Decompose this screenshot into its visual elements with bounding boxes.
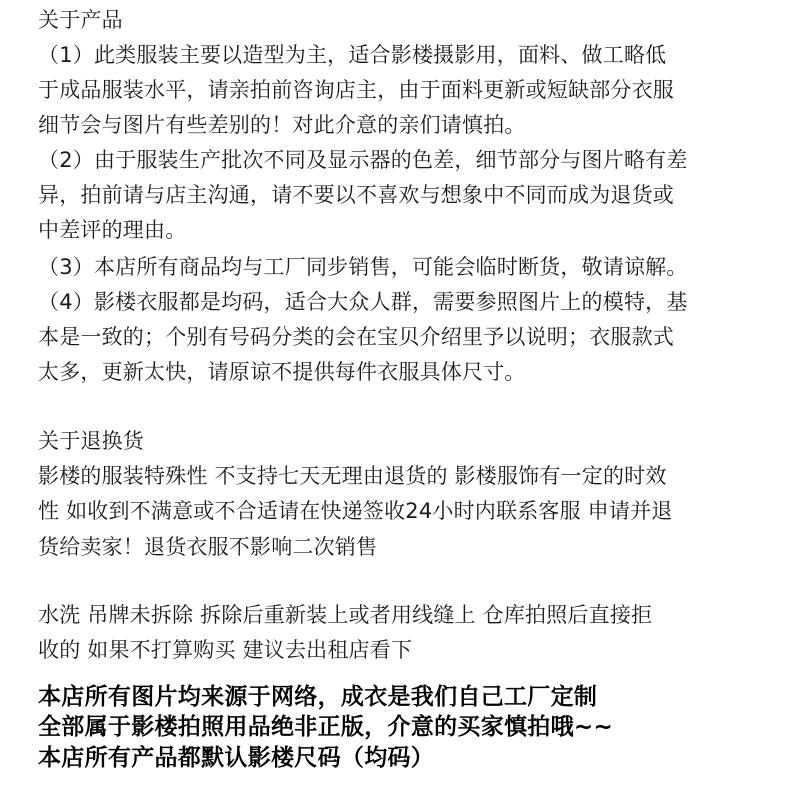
product-line-5: 异，拍前请与店主沟通，请不要以不喜欢与想象中不同而成为退货或 — [38, 183, 674, 207]
washing-line-2: 收的 如果不打算购买 建议去出租店看下 — [38, 638, 413, 662]
product-line-7: （3）本店所有商品均与工厂同步销售，可能会临时断货，敬请谅解。 — [38, 255, 688, 279]
product-line-10: 太多，更新太快，请原谅不提供每件衣服具体尺寸。 — [38, 360, 526, 384]
product-line-6: 中差评的理由。 — [38, 218, 187, 242]
washing-line-1: 水洗 吊牌未拆除 拆除后重新装上或者用线缝上 仓库拍照后直接拒 — [38, 603, 653, 627]
return-line-1: 影楼的服装特殊性 不支持七天无理由退货的 影楼服饰有一定的时效 — [38, 464, 667, 488]
return-line-2: 性 如收到不满意或不合适请在快递签收24小时内联系客服 申请并退 — [38, 499, 673, 523]
product-line-3: 细节会与图片有些差别的！对此介意的亲们请慎拍。 — [38, 113, 526, 137]
product-line-8: （4）影楼衣服都是均码，适合大众人群，需要参照图片上的模特，基 — [38, 290, 688, 314]
product-line-2: 于成品服装水平，请亲拍前咨询店主，由于面料更新或短缺部分衣服 — [38, 78, 674, 102]
bold-notice-line-3: 本店所有产品都默认影楼尺码（均码） — [38, 745, 435, 771]
product-section-heading: 关于产品 — [38, 8, 123, 32]
product-line-1: （1）此类服装主要以造型为主，适合影楼摄影用，面料、做工略低 — [38, 43, 667, 67]
bold-notice-line-2: 全部属于影楼拍照用品绝非正版，介意的买家慎拍哦~~ — [38, 714, 614, 740]
product-line-9: 本是一致的；个别有号码分类的会在宝贝介绍里予以说明；衣服款式 — [38, 325, 674, 349]
return-line-3: 货给卖家！退货衣服不影响二次销售 — [38, 535, 378, 559]
product-line-4: （2）由于服装生产批次不同及显示器的色差，细节部分与图片略有差 — [38, 148, 688, 172]
bold-notice-line-1: 本店所有图片均来源于网络，成衣是我们自己工厂定制 — [38, 684, 598, 710]
return-section-heading: 关于退换货 — [38, 429, 144, 453]
